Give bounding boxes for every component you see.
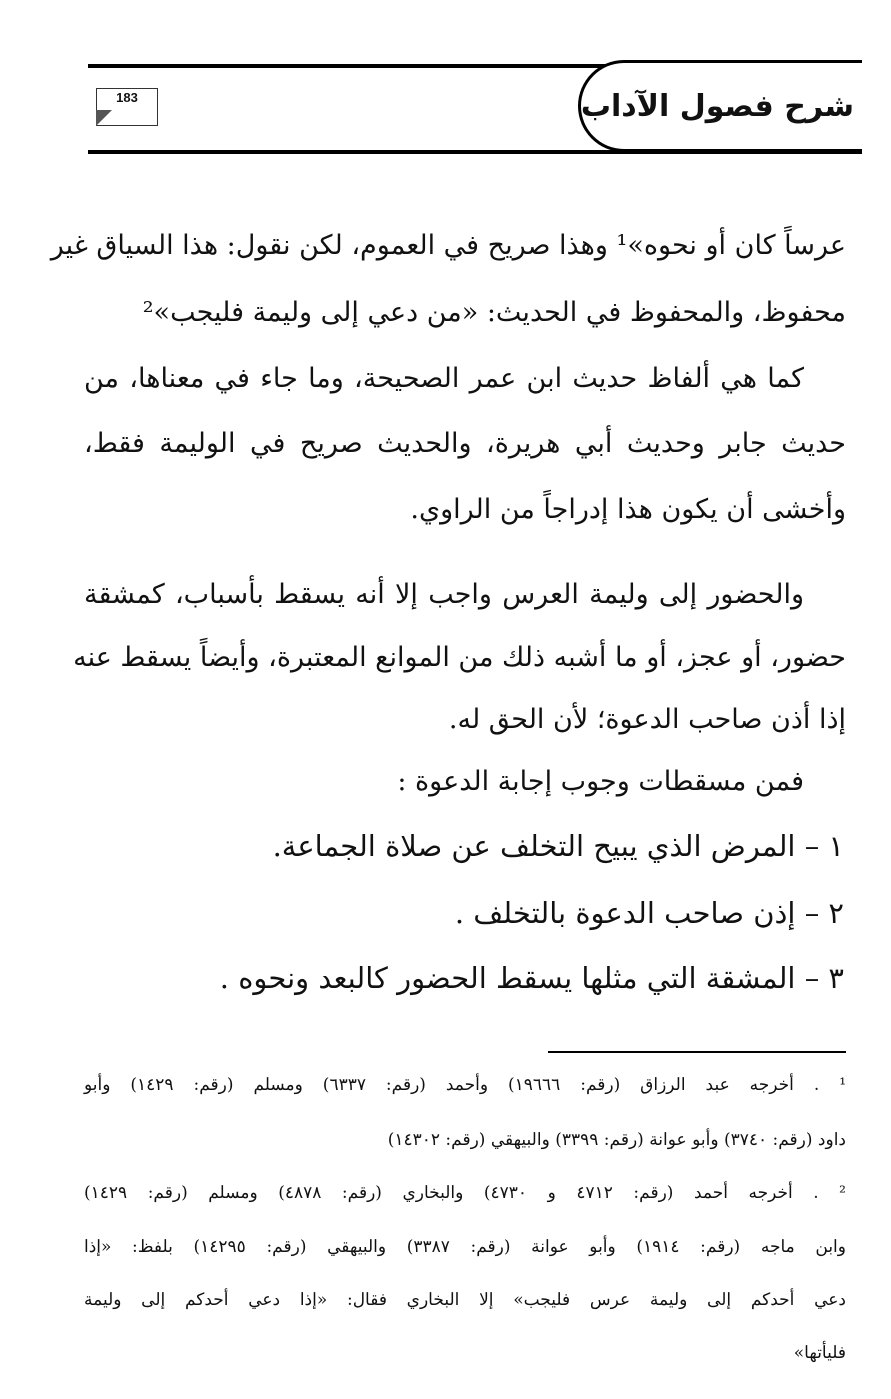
page-curl-icon [96, 110, 112, 126]
body-line: كما هي ألفاظ حديث ابن عمر الصحيحة، وما جاء في معناها، من [84, 363, 804, 394]
footnote-line: فليأتها» [793, 1343, 846, 1363]
list-item: ٢ – إذن صاحب الدعوة بالتخلف . [454, 896, 844, 930]
footnote-line: وابن ماجه (رقم: ١٩١٤) وأبو عوانة (رقم: ٣٣٨٧) والبيهقي (رقم: ١٤٢٩٥) بلفظ: «إذا [84, 1237, 846, 1257]
body-line: والحضور إلى وليمة العرس واجب إلا أنه يسقط بأسباب، كمشقة [84, 579, 804, 610]
body-line: إذا أذن صاحب الدعوة؛ لأن الحق له. [448, 704, 846, 735]
footnote-line: داود (رقم: ٣٧٤٠) وأبو عوانة (رقم: ٣٣٩٩) والبيهقي (رقم: ١٤٣٠٢) [387, 1130, 846, 1150]
body-line: فمن مسقطات وجوب إجابة الدعوة : [397, 766, 804, 797]
body-line: حضور، أو عجز، أو ما أشبه ذلك من الموانع المعتبرة، وأيضاً يسقط عنه [73, 642, 846, 673]
page-title: شرح فصول الآداب [580, 89, 854, 124]
footnote-separator [548, 1051, 846, 1053]
footnote-line: دعي أحدكم إلى وليمة عرس فليجب» إلا البخاري فقال: «إذا دعي أحدكم إلى وليمة [84, 1290, 846, 1310]
body-line: حديث جابر وحديث أبي هريرة، والحديث صريح في الوليمة فقط، [84, 428, 846, 459]
footnote-line: ² . أخرجه أحمد (رقم: ٤٧١٢ و ٤٧٣٠) والبخاري (رقم: ٤٨٧٨) ومسلم (رقم: ١٤٢٩) [84, 1183, 846, 1203]
list-item: ١ – المرض الذي يبيح التخلف عن صلاة الجماعة. [272, 829, 844, 863]
body-line: محفوظ، والمحفوظ في الحديث: «من دعي إلى وليمة فليجب»² [142, 297, 846, 328]
body-line: عرساً كان أو نحوه»¹ وهذا صريح في العموم، لكن نقول: هذا السياق غير [50, 230, 846, 261]
page-number: 183 [116, 90, 138, 105]
footnote-line: ¹ . أخرجه عبد الرزاق (رقم: ١٩٦٦٦) وأحمد (رقم: ٦٣٣٧) ومسلم (رقم: ١٤٢٩) وأبو [84, 1075, 847, 1095]
list-item: ٣ – المشقة التي مثلها يسقط الحضور كالبعد ونحوه . [219, 961, 844, 995]
body-line: وأخشى أن يكون هذا إدراجاً من الراوي. [410, 494, 846, 525]
